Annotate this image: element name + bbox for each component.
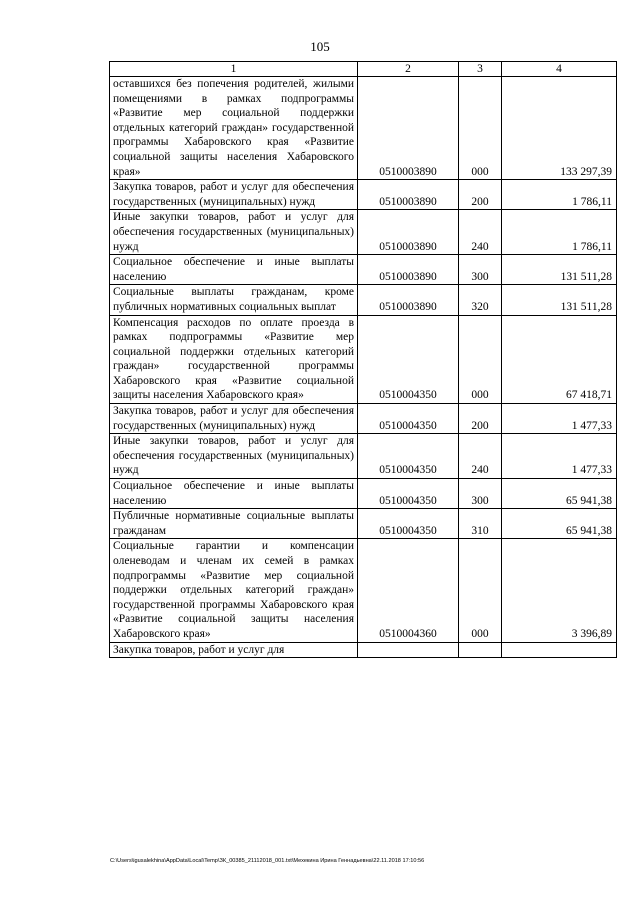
- row-type: 200: [459, 404, 502, 434]
- row-code: 0510003890: [358, 210, 459, 255]
- row-code: 0510004350: [358, 315, 459, 404]
- row-code: 0510003890: [358, 285, 459, 315]
- row-type: 300: [459, 255, 502, 285]
- table-row: [110, 434, 617, 479]
- row-type: 300: [459, 479, 502, 509]
- row-amount: 131 511,28: [502, 285, 617, 315]
- row-amount: 67 418,71: [502, 315, 617, 404]
- row-description: Закупка товаров, работ и услуг для: [110, 642, 358, 658]
- row-description: Публичные нормативные социальные выплаты гражданам: [110, 509, 358, 539]
- row-type: 240: [459, 210, 502, 255]
- row-amount: [502, 642, 617, 658]
- row-type: 320: [459, 285, 502, 315]
- row-description: Социальное обеспечение и иные выплаты населению: [110, 479, 358, 509]
- table-row: [110, 509, 617, 539]
- row-description: Закупка товаров, работ и услуг для обеспечения государственных (муниципальных) нужд: [110, 180, 358, 210]
- row-description: Закупка товаров, работ и услуг для обеспечения государственных (муниципальных) нужд: [110, 404, 358, 434]
- table-row: [110, 210, 617, 255]
- row-amount: 133 297,39: [502, 77, 617, 180]
- row-code: [358, 642, 459, 658]
- row-code: 0510004350: [358, 434, 459, 479]
- row-amount: 65 941,38: [502, 479, 617, 509]
- header-col-2: 2: [358, 62, 459, 77]
- row-description: Иные закупки товаров, работ и услуг для обеспечения государственных (муниципальных) нужд: [110, 434, 358, 479]
- row-code: 0510004360: [358, 539, 459, 642]
- row-code: 0510003890: [358, 255, 459, 285]
- header-col-4: 4: [502, 62, 617, 77]
- row-description: Социальное обеспечение и иные выплаты населению: [110, 255, 358, 285]
- row-amount: 1 477,33: [502, 434, 617, 479]
- row-description: Социальные гарантии и компенсации оленеводам и членам их семей в рамках подпрограммы «Развитие мер социальной поддержки отдельных категорий граждан» государственной программы Хабаровского края «Развитие социальной защиты населения Хабаровского края»: [110, 539, 358, 642]
- table-row: [110, 77, 617, 180]
- row-code: 0510004350: [358, 479, 459, 509]
- row-amount: 131 511,28: [502, 255, 617, 285]
- row-description: Социальные выплаты гражданам, кроме публичных нормативных социальных выплат: [110, 285, 358, 315]
- row-description: оставшихся без попечения родителей, жилыми помещениями в рамках подпрограммы «Развитие мер социальной поддержки отдельных категорий граждан» государственной программы Хабаровского края «Развитие социальной защиты населения Хабаровского края»: [110, 77, 358, 180]
- header-col-1: 1: [110, 62, 358, 77]
- row-description: Иные закупки товаров, работ и услуг для обеспечения государственных (муниципальных) нужд: [110, 210, 358, 255]
- table-row: [110, 404, 617, 434]
- row-type: [459, 642, 502, 658]
- row-amount: 1 477,33: [502, 404, 617, 434]
- row-amount: 1 786,11: [502, 210, 617, 255]
- table-row: [110, 539, 617, 642]
- row-code: 0510004350: [358, 404, 459, 434]
- table-row: [110, 180, 617, 210]
- row-code: 0510003890: [358, 180, 459, 210]
- table-row: [110, 479, 617, 509]
- table-row: [110, 642, 617, 658]
- row-code: 0510003890: [358, 77, 459, 180]
- row-code: 0510004350: [358, 509, 459, 539]
- row-type: 000: [459, 539, 502, 642]
- table-header-row: [110, 62, 617, 77]
- header-col-3: 3: [459, 62, 502, 77]
- table-row: [110, 285, 617, 315]
- budget-table: [109, 61, 617, 658]
- row-type: 310: [459, 509, 502, 539]
- row-type: 000: [459, 315, 502, 404]
- row-description: Компенсация расходов по оплате проезда в рамках подпрограммы «Развитие мер социальной поддержки отдельных категорий граждан» государственной программы Хабаровского края «Развитие социальной защиты населения Хабаровского края»: [110, 315, 358, 404]
- page-number: 105: [310, 39, 330, 54]
- row-type: 200: [459, 180, 502, 210]
- table-row: [110, 315, 617, 404]
- row-amount: 65 941,38: [502, 509, 617, 539]
- row-amount: 1 786,11: [502, 180, 617, 210]
- row-amount: 3 396,89: [502, 539, 617, 642]
- footer-file-path: C:\Users\igusalekhina\AppData\Local\Temp\ЗК_00385_21112018_001.txt\Мехекина Ирина Геннадьевна\22.11.2018 17:10:56: [110, 858, 425, 864]
- row-type: 000: [459, 77, 502, 180]
- table-row: [110, 255, 617, 285]
- row-type: 240: [459, 434, 502, 479]
